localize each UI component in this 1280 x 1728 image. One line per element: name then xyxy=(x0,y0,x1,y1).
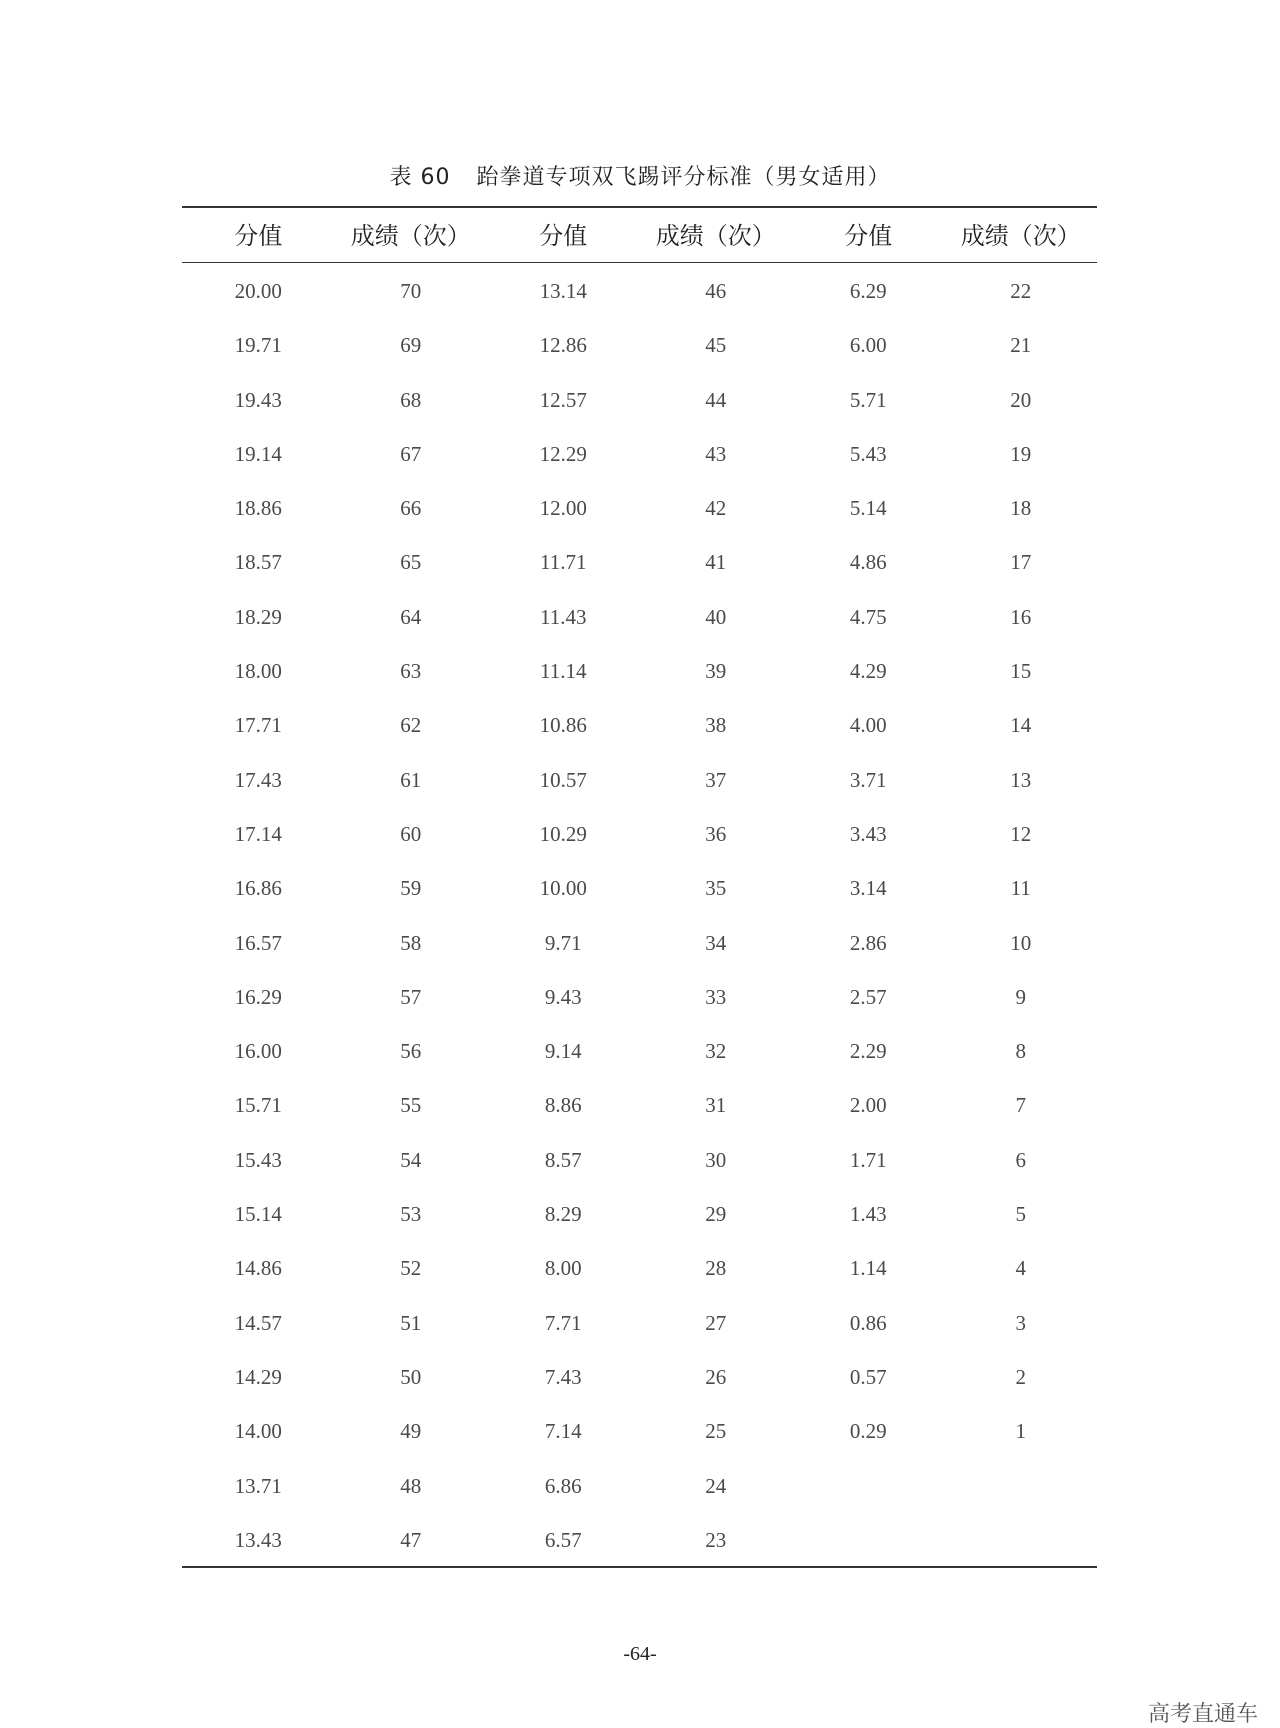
result-cell xyxy=(945,1459,1098,1513)
result-cell: 36 xyxy=(705,821,727,846)
score-cell: 16.86 xyxy=(234,876,282,901)
header-score-3: 分值 xyxy=(844,222,893,250)
header-result-3: 成绩（次） xyxy=(960,222,1081,250)
score-cell: 2.29 xyxy=(849,1039,887,1064)
table-row xyxy=(182,1187,1097,1241)
table-row xyxy=(182,1241,1097,1295)
result-cell: 69 xyxy=(400,333,422,358)
score-cell: 10.86 xyxy=(539,713,587,738)
result-cell: 8 xyxy=(1015,1039,1026,1064)
score-cell: 4.29 xyxy=(849,659,887,684)
score-cell: 18.00 xyxy=(234,659,282,684)
score-cell: 12.57 xyxy=(539,387,587,412)
result-cell: 29 xyxy=(705,1202,727,1227)
score-cell: 9.14 xyxy=(544,1039,582,1064)
score-cell: 5.14 xyxy=(849,496,887,521)
table-row xyxy=(182,535,1097,589)
score-cell: 19.71 xyxy=(234,333,282,358)
result-cell: 47 xyxy=(400,1527,422,1552)
result-cell: 4 xyxy=(1015,1256,1026,1281)
table-row xyxy=(182,1296,1097,1350)
result-cell: 23 xyxy=(705,1527,727,1552)
score-cell: 6.29 xyxy=(849,279,887,303)
score-cell: 16.29 xyxy=(234,984,282,1009)
result-cell: 57 xyxy=(400,984,422,1009)
score-cell: 19.43 xyxy=(234,387,282,412)
result-cell: 51 xyxy=(400,1310,422,1335)
score-cell: 12.86 xyxy=(539,333,587,358)
result-cell: 19 xyxy=(1010,441,1032,466)
result-cell: 17 xyxy=(1010,550,1032,575)
result-cell: 37 xyxy=(705,767,727,792)
result-cell: 15 xyxy=(1010,659,1032,684)
score-cell: 1.43 xyxy=(849,1202,887,1227)
table-title xyxy=(0,160,1280,191)
score-cell: 4.86 xyxy=(849,550,887,575)
watermark-text: 高考直通车 xyxy=(1147,1702,1258,1727)
score-cell: 1.14 xyxy=(849,1256,887,1281)
result-cell: 31 xyxy=(705,1093,727,1118)
score-cell: 7.14 xyxy=(544,1419,582,1444)
result-cell: 24 xyxy=(705,1473,727,1498)
score-cell: 17.71 xyxy=(234,713,282,738)
table-row xyxy=(182,807,1097,861)
score-cell: 12.29 xyxy=(539,441,587,466)
result-cell: 48 xyxy=(400,1473,422,1498)
result-cell: 2 xyxy=(1015,1364,1026,1389)
table-row xyxy=(182,1078,1097,1132)
score-cell: 11.43 xyxy=(540,604,587,629)
table-header-rule xyxy=(182,262,1097,263)
score-cell: 13.71 xyxy=(234,1473,282,1498)
score-cell: 4.00 xyxy=(849,713,887,738)
score-cell: 14.57 xyxy=(234,1310,282,1335)
score-cell: 2.86 xyxy=(849,930,887,955)
table-row xyxy=(182,970,1097,1024)
result-cell: 13 xyxy=(1010,767,1032,792)
score-cell: 9.43 xyxy=(544,984,582,1009)
result-cell: 58 xyxy=(400,930,422,955)
score-cell: 5.71 xyxy=(849,387,887,412)
header-result-2: 成绩（次） xyxy=(655,222,776,250)
table-row xyxy=(182,1459,1097,1513)
result-cell: 64 xyxy=(400,604,422,629)
result-cell: 32 xyxy=(705,1039,727,1064)
score-cell: 10.57 xyxy=(539,767,587,792)
result-cell: 43 xyxy=(705,441,727,466)
result-cell: 28 xyxy=(705,1256,727,1281)
result-cell xyxy=(945,1513,1098,1567)
result-cell: 60 xyxy=(400,821,422,846)
table-row xyxy=(182,373,1097,427)
result-cell: 39 xyxy=(705,659,727,684)
table-row xyxy=(182,861,1097,915)
result-cell: 9 xyxy=(1015,984,1026,1009)
result-cell: 35 xyxy=(705,876,727,901)
result-cell: 40 xyxy=(705,604,727,629)
result-cell: 66 xyxy=(400,496,422,521)
score-cell: 7.71 xyxy=(544,1310,582,1335)
score-cell: 8.00 xyxy=(544,1256,582,1281)
table-row xyxy=(182,427,1097,481)
score-cell: 16.57 xyxy=(234,930,282,955)
result-cell: 34 xyxy=(705,930,727,955)
score-cell: 4.75 xyxy=(849,604,887,629)
score-cell: 8.57 xyxy=(544,1147,582,1172)
score-cell: 13.43 xyxy=(234,1527,282,1552)
score-cell: 14.00 xyxy=(234,1419,282,1444)
result-cell: 16 xyxy=(1010,604,1032,629)
table-row xyxy=(182,1513,1097,1567)
result-cell: 46 xyxy=(705,279,727,303)
table-header xyxy=(182,216,1097,256)
result-cell: 63 xyxy=(400,659,422,684)
score-cell: 5.43 xyxy=(849,441,887,466)
result-cell: 18 xyxy=(1010,496,1032,521)
result-cell: 22 xyxy=(1010,279,1032,303)
result-cell: 68 xyxy=(400,387,422,412)
result-cell: 5 xyxy=(1015,1202,1026,1227)
result-cell: 27 xyxy=(705,1310,727,1335)
score-cell: 3.43 xyxy=(849,821,887,846)
result-cell: 30 xyxy=(705,1147,727,1172)
table-row xyxy=(182,698,1097,752)
score-cell: 0.57 xyxy=(849,1364,887,1389)
table-body xyxy=(182,264,1097,1567)
table-row xyxy=(182,264,1097,318)
result-cell: 11 xyxy=(1010,876,1031,901)
table-top-rule xyxy=(182,206,1097,208)
table-row xyxy=(182,753,1097,807)
result-cell: 65 xyxy=(400,550,422,575)
table-row xyxy=(182,481,1097,535)
score-cell: 3.71 xyxy=(849,767,887,792)
result-cell: 12 xyxy=(1010,821,1032,846)
result-cell: 6 xyxy=(1015,1147,1026,1172)
result-cell: 59 xyxy=(400,876,422,901)
score-cell: 9.71 xyxy=(544,930,582,955)
table-caption: 跆拳道专项双飞踢评分标准（男女适用） xyxy=(476,165,891,190)
score-cell: 2.00 xyxy=(849,1093,887,1118)
result-cell: 52 xyxy=(400,1256,422,1281)
score-cell: 1.71 xyxy=(849,1147,887,1172)
table-row xyxy=(182,318,1097,372)
table-row xyxy=(182,1024,1097,1078)
header-score-2: 分值 xyxy=(539,222,588,250)
score-cell: 7.43 xyxy=(544,1364,582,1389)
score-cell: 6.86 xyxy=(544,1473,582,1498)
table-number: 表 60 xyxy=(389,165,451,190)
score-cell: 10.29 xyxy=(539,821,587,846)
score-cell: 0.86 xyxy=(849,1310,887,1335)
score-cell: 16.00 xyxy=(234,1039,282,1064)
score-cell: 18.86 xyxy=(234,496,282,521)
score-cell: 18.29 xyxy=(234,604,282,629)
result-cell: 61 xyxy=(400,767,422,792)
score-cell: 13.14 xyxy=(539,279,587,303)
table-row xyxy=(182,1404,1097,1458)
result-cell: 1 xyxy=(1015,1419,1026,1444)
table-row xyxy=(182,644,1097,698)
score-cell: 11.14 xyxy=(540,659,587,684)
score-cell: 18.57 xyxy=(234,550,282,575)
result-cell: 50 xyxy=(400,1364,422,1389)
score-cell: 12.00 xyxy=(539,496,587,521)
header-score-1: 分值 xyxy=(234,222,283,250)
score-cell: 17.14 xyxy=(234,821,282,846)
score-cell: 0.29 xyxy=(849,1419,887,1444)
table-bottom-rule xyxy=(182,1566,1097,1568)
result-cell: 14 xyxy=(1010,713,1032,738)
score-cell: 14.29 xyxy=(234,1364,282,1389)
result-cell: 41 xyxy=(705,550,727,575)
score-cell: 15.43 xyxy=(234,1147,282,1172)
table-row xyxy=(182,590,1097,644)
result-cell: 70 xyxy=(400,279,422,303)
score-cell: 6.00 xyxy=(849,333,887,358)
score-cell: 10.00 xyxy=(539,876,587,901)
score-cell: 19.14 xyxy=(234,441,282,466)
result-cell: 10 xyxy=(1010,930,1032,955)
score-cell: 3.14 xyxy=(849,876,887,901)
result-cell: 26 xyxy=(705,1364,727,1389)
result-cell: 49 xyxy=(400,1419,422,1444)
result-cell: 62 xyxy=(400,713,422,738)
score-cell: 17.43 xyxy=(234,767,282,792)
result-cell: 54 xyxy=(400,1147,422,1172)
score-cell: 2.57 xyxy=(849,984,887,1009)
result-cell: 44 xyxy=(705,387,727,412)
result-cell: 7 xyxy=(1015,1093,1026,1118)
result-cell: 67 xyxy=(400,441,422,466)
score-cell: 6.57 xyxy=(544,1527,582,1552)
result-cell: 56 xyxy=(400,1039,422,1064)
result-cell: 42 xyxy=(705,496,727,521)
score-cell: 8.29 xyxy=(544,1202,582,1227)
score-cell: 8.86 xyxy=(544,1093,582,1118)
score-cell: 14.86 xyxy=(234,1256,282,1281)
score-cell: 20.00 xyxy=(234,279,282,303)
result-cell: 55 xyxy=(400,1093,422,1118)
result-cell: 45 xyxy=(705,333,727,358)
score-cell: 15.14 xyxy=(234,1202,282,1227)
score-cell xyxy=(792,1459,945,1513)
score-cell: 15.71 xyxy=(234,1093,282,1118)
result-cell: 25 xyxy=(705,1419,727,1444)
result-cell: 21 xyxy=(1010,333,1032,358)
result-cell: 53 xyxy=(400,1202,422,1227)
table-row xyxy=(182,1133,1097,1187)
result-cell: 20 xyxy=(1010,387,1032,412)
result-cell: 33 xyxy=(705,984,727,1009)
table-row xyxy=(182,1350,1097,1404)
score-cell xyxy=(792,1513,945,1567)
header-result-1: 成绩（次） xyxy=(350,222,471,250)
result-cell: 3 xyxy=(1015,1310,1026,1335)
table-row xyxy=(182,916,1097,970)
result-cell: 38 xyxy=(705,713,727,738)
score-cell: 11.71 xyxy=(540,550,587,575)
page-number: -64- xyxy=(623,1643,657,1665)
